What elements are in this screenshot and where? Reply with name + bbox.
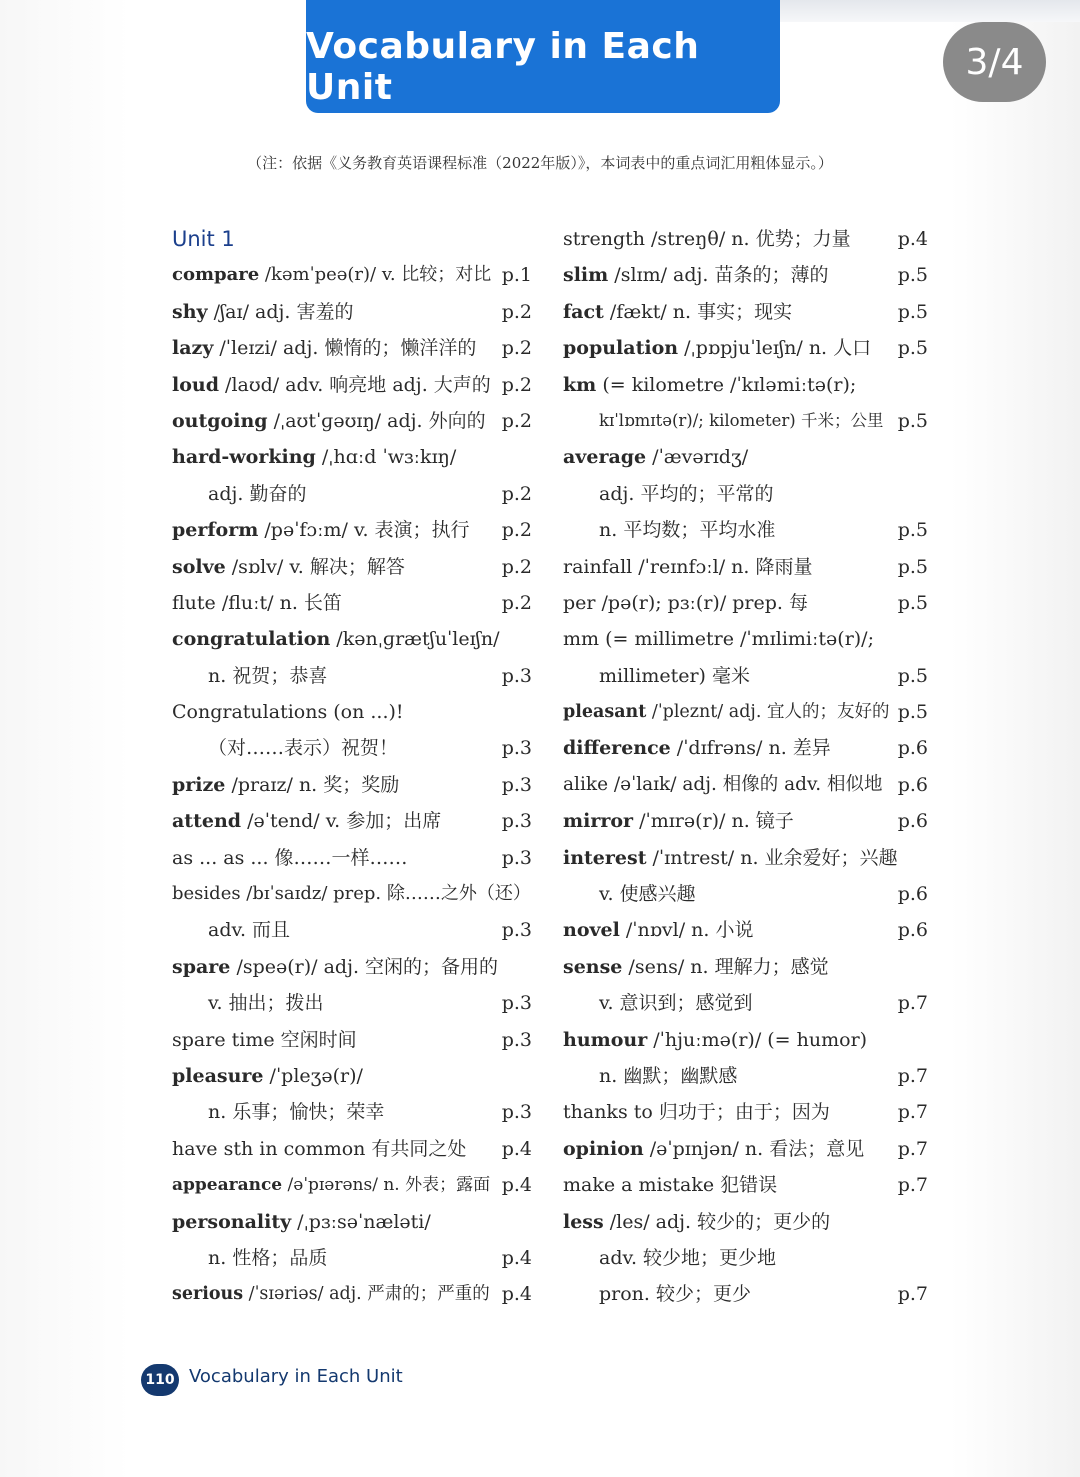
vocab-line	[172, 876, 532, 912]
definition: /ˌhɑːd ˈwɜːkɪŋ/	[315, 446, 457, 469]
headword: fact	[563, 300, 604, 323]
vocab-line	[563, 876, 928, 912]
headword: mirror	[563, 810, 634, 833]
definition: /ˈhjuːmə(r)/ (= humor)	[647, 1028, 868, 1051]
vocab-line	[563, 694, 928, 730]
definition: kɪˈlɒmɪtə(r)/; kilometer) 千米；公里	[599, 410, 884, 430]
definition: /ˌaʊtˈɡəʊɪŋ/ adj. 外向的	[267, 409, 486, 432]
definition: /əˈpɪərəns/ n. 外表；露面	[282, 1175, 491, 1196]
definition: Congratulations (on ...)!	[172, 701, 404, 724]
vocab-entry	[172, 985, 324, 1021]
vocab-entry	[563, 840, 898, 876]
vocab-line	[172, 1058, 532, 1094]
page-reference: p.2	[501, 300, 532, 323]
vocab-line	[563, 294, 928, 330]
headword: average	[563, 446, 647, 469]
page-reference: p.7	[897, 1174, 928, 1197]
vocab-entry	[563, 476, 773, 512]
unit-heading: Unit 1	[172, 227, 235, 251]
vocab-entry	[172, 1276, 490, 1312]
vocab-line	[563, 840, 928, 876]
footer-page-number-text: 110	[145, 1372, 175, 1388]
page-reference: p.5	[897, 264, 928, 287]
definition: have sth in common 有共同之处	[172, 1137, 467, 1160]
definition: besides /bɪˈsaɪdz/ prep. 除……之外（还）	[172, 883, 531, 905]
definition: /ˌpɒpjuˈleɪʃn/ n. 人口	[678, 337, 872, 360]
vocab-line	[172, 403, 532, 439]
vocab-entry	[172, 1204, 431, 1240]
vocab-entry	[563, 1204, 830, 1240]
definition: /əˈtend/ v. 参加；出席	[241, 810, 442, 833]
vocab-entry	[172, 294, 353, 330]
definition: (= kilometre /ˈkɪləmiːtə(r);	[596, 373, 857, 396]
page-indicator-badge[interactable]	[943, 22, 1046, 102]
definition: /ˈdɪfrəns/ n. 差异	[670, 737, 831, 760]
headword: population	[563, 337, 679, 360]
headword: lazy	[172, 337, 214, 360]
vocab-entry	[172, 694, 404, 730]
vocab-entry	[172, 1240, 327, 1276]
vocab-line	[563, 1131, 928, 1167]
vocab-line	[563, 1058, 928, 1094]
definition: /sens/ n. 理解力；感觉	[622, 955, 829, 978]
vocab-entry	[563, 876, 696, 912]
vocab-line	[172, 621, 532, 657]
footer-title: Vocabulary in Each Unit	[189, 1366, 403, 1387]
page-reference: p.5	[897, 701, 928, 724]
vocab-entry	[563, 985, 753, 1021]
headword: attend	[172, 810, 242, 833]
vocab-line	[563, 1276, 928, 1312]
definition: /laʊd/ adv. 响亮地 adj. 大声的	[219, 373, 491, 396]
definition: /ʃaɪ/ adj. 害羞的	[207, 300, 354, 323]
definition: strength /streŋθ/ n. 优势；力量	[563, 228, 851, 250]
headword: hard-working	[172, 446, 316, 469]
vocab-entry	[172, 949, 498, 985]
vocab-entry	[563, 1167, 777, 1203]
vocab-entry	[563, 694, 889, 730]
vocab-line	[563, 1204, 928, 1240]
vocab-entry	[172, 876, 531, 912]
definition: n. 乐事；愉快；荣幸	[208, 1101, 385, 1124]
vocab-entry	[563, 1276, 751, 1312]
definition: per /pə(r); pɜː(r)/ prep. 每	[563, 591, 808, 614]
definition: as ... as ... 像……一样……	[172, 846, 408, 869]
vocab-entry	[563, 767, 883, 803]
vocab-line	[172, 1204, 532, 1240]
definition: /əˈpɪnjən/ n. 看法；意见	[643, 1137, 865, 1160]
vocab-entry	[563, 294, 792, 330]
vocab-line	[172, 439, 532, 475]
page-reference: p.3	[501, 737, 532, 760]
headword: appearance	[172, 1175, 283, 1196]
vocab-line	[172, 767, 532, 803]
definition: adv. 而且	[208, 919, 291, 942]
definition: /praɪz/ n. 奖；奖励	[225, 773, 400, 796]
page-reference: p.6	[897, 883, 928, 906]
vocab-line	[563, 403, 928, 439]
top-edge-strip	[780, 0, 1080, 22]
headword: opinion	[563, 1137, 644, 1160]
page-reference: p.5	[897, 555, 928, 578]
page-reference: p.5	[897, 337, 928, 360]
vocab-entry	[172, 912, 290, 948]
page-reference: p.2	[501, 482, 532, 505]
headword: compare	[172, 264, 260, 286]
vocab-entry	[563, 403, 883, 439]
vocab-line	[172, 985, 532, 1021]
vocab-line	[563, 585, 928, 621]
vocab-line	[563, 257, 928, 293]
vocab-line	[563, 767, 928, 803]
vocab-entry	[563, 257, 829, 293]
page-reference: p.4	[501, 1246, 532, 1269]
vocab-entry	[172, 1094, 384, 1130]
page-reference: p.2	[501, 519, 532, 542]
definition: mm (= millimetre /ˈmɪlimiːtə(r)/;	[563, 628, 874, 651]
page-reference: p.3	[501, 919, 532, 942]
definition: /ˈpleznt/ adj. 宜人的；友好的	[646, 702, 890, 723]
page-reference: p.5	[897, 519, 928, 542]
vocab-line	[563, 658, 928, 694]
headword: shy	[172, 300, 208, 323]
page-reference: p.2	[501, 555, 532, 578]
vocab-line	[172, 294, 532, 330]
definition: n. 幽默；幽默感	[599, 1064, 738, 1087]
footer-page-number	[141, 1364, 179, 1396]
vocab-entry	[172, 476, 306, 512]
vocab-line	[563, 476, 928, 512]
vocab-line	[563, 949, 928, 985]
vocab-line	[172, 1131, 532, 1167]
headword: pleasure	[172, 1064, 264, 1087]
vocab-entry	[563, 221, 851, 257]
vocab-line	[563, 803, 928, 839]
vocab-line	[563, 221, 928, 257]
page-reference: p.3	[501, 992, 532, 1015]
headword: slim	[563, 264, 609, 287]
vocab-entry	[563, 585, 808, 621]
page-title: Vocabulary in Each Unit	[306, 25, 700, 108]
vocab-entry	[172, 439, 456, 475]
vocab-line	[172, 803, 532, 839]
vocab-line	[172, 585, 532, 621]
vocab-entry	[172, 621, 499, 657]
definition: /slɪm/ adj. 苗条的；薄的	[608, 264, 829, 287]
definition: /kəmˈpeə(r)/ v. 比较；对比	[259, 264, 492, 286]
definition: v. 意识到；感觉到	[599, 992, 753, 1015]
vocab-entry	[172, 803, 441, 839]
vocab-entry	[563, 1131, 864, 1167]
headword: pleasant	[563, 702, 647, 723]
definition: /pəˈfɔːm/ v. 表演；执行	[258, 519, 470, 542]
definition: v. 使感兴趣	[599, 883, 696, 906]
vocab-entry	[172, 330, 476, 366]
vocab-line	[172, 549, 532, 585]
headword: congratulation	[172, 628, 331, 651]
vocab-line	[563, 1094, 928, 1130]
vocab-line	[172, 912, 532, 948]
vocab-line	[172, 694, 532, 730]
page-title-banner	[306, 0, 780, 113]
vocab-line	[172, 1167, 532, 1203]
vocab-line	[563, 512, 928, 548]
vocab-entry	[563, 949, 829, 985]
vocab-entry	[563, 512, 775, 548]
definition: /ˈævərɪdʒ/	[646, 446, 749, 469]
page-reference: p.5	[897, 300, 928, 323]
definition: /sɒlv/ v. 解决；解答	[225, 555, 405, 578]
definition: /ˌpɜːsəˈnæləti/	[291, 1210, 431, 1233]
vocab-entry	[563, 730, 831, 766]
headword: solve	[172, 555, 226, 578]
vocab-line	[172, 840, 532, 876]
vocab-line	[563, 621, 928, 657]
headword: serious	[172, 1284, 244, 1305]
definition: adv. 较少地；更少地	[599, 1246, 777, 1269]
definition: thanks to 归功于；由于；因为	[563, 1101, 830, 1124]
page-reference: p.3	[501, 810, 532, 833]
definition: n. 平均数；平均水准	[599, 519, 776, 542]
definition: adj. 勤奋的	[208, 482, 307, 505]
headword: loud	[172, 373, 219, 396]
headword: spare	[172, 955, 231, 978]
headword: perform	[172, 519, 259, 542]
definition: n. 性格；品质	[208, 1246, 328, 1269]
definition: /speə(r)/ adj. 空闲的；备用的	[230, 955, 499, 978]
vocab-entry	[563, 330, 871, 366]
vocab-entry	[563, 621, 874, 657]
vocab-entry	[563, 658, 750, 694]
definition: alike /əˈlaɪk/ adj. 相像的 adv. 相似地	[563, 773, 883, 795]
vocab-line	[563, 1022, 928, 1058]
vocab-entry	[172, 403, 486, 439]
page-reference: p.6	[897, 810, 928, 833]
definition: /ˈpleʒə(r)/	[263, 1064, 363, 1087]
page-reference: p.7	[897, 1283, 928, 1306]
vocab-entry	[563, 912, 753, 948]
page-reference: p.7	[897, 992, 928, 1015]
definition: pron. 较少；更少	[599, 1283, 752, 1306]
page-reference: p.3	[501, 1028, 532, 1051]
headword: interest	[563, 846, 647, 869]
vocab-line	[563, 1167, 928, 1203]
page-indicator-text: 3/4	[965, 41, 1024, 83]
vocab-line	[172, 949, 532, 985]
definition: /fækt/ n. 事实；现实	[603, 300, 793, 323]
vocab-entry	[563, 803, 794, 839]
page-reference: p.2	[501, 409, 532, 432]
vocab-entry	[172, 257, 491, 293]
vocab-entry	[172, 658, 327, 694]
page-reference: p.3	[501, 1101, 532, 1124]
right-column	[563, 221, 928, 1313]
page-reference: p.6	[897, 773, 928, 796]
headword: novel	[563, 919, 620, 942]
page-reference: p.3	[501, 846, 532, 869]
vocab-line	[563, 439, 928, 475]
definition: flute /fluːt/ n. 长笛	[172, 591, 342, 614]
vocab-line	[172, 367, 532, 403]
vocab-entry	[563, 1094, 830, 1130]
headword: humour	[563, 1028, 648, 1051]
vocab-line	[172, 730, 532, 766]
vocab-line	[563, 367, 928, 403]
definition: n. 祝贺；恭喜	[208, 664, 328, 687]
vocab-line	[563, 330, 928, 366]
page-reference: p.7	[897, 1137, 928, 1160]
left-column	[172, 221, 532, 1313]
headword: personality	[172, 1210, 292, 1233]
vocab-entry	[563, 549, 812, 585]
definition: millimeter) 毫米	[599, 664, 750, 687]
page-reference: p.5	[897, 591, 928, 614]
definition: rainfall /ˈreɪnfɔːl/ n. 降雨量	[563, 555, 813, 578]
vocab-line	[172, 476, 532, 512]
page-reference: p.4	[897, 228, 928, 250]
vocab-entry	[172, 585, 342, 621]
vocab-entry	[172, 767, 399, 803]
vocab-entry	[172, 549, 405, 585]
headword: km	[563, 373, 597, 396]
page-reference: p.2	[501, 373, 532, 396]
headword: less	[563, 1210, 604, 1233]
headword: prize	[172, 773, 226, 796]
page-reference: p.4	[501, 1283, 532, 1306]
vocab-entry	[172, 730, 398, 766]
definition: /ˈsɪəriəs/ adj. 严肃的；严重的	[243, 1284, 490, 1305]
page-reference: p.1	[501, 264, 532, 287]
vocab-line	[563, 985, 928, 1021]
vocab-line	[172, 1094, 532, 1130]
headword: outgoing	[172, 409, 268, 432]
headword: sense	[563, 955, 623, 978]
page-reference: p.2	[501, 591, 532, 614]
page-reference: p.7	[897, 1064, 928, 1087]
vocab-line	[172, 257, 532, 293]
headword: difference	[563, 737, 671, 760]
page-reference: p.7	[897, 1101, 928, 1124]
vocab-entry	[172, 367, 491, 403]
vocab-line	[563, 912, 928, 948]
vocab-entry	[172, 1022, 357, 1058]
vocab-line	[563, 549, 928, 585]
page-reference: p.3	[501, 664, 532, 687]
vocab-entry	[172, 840, 408, 876]
vocab-line	[172, 512, 532, 548]
vocab-line	[172, 1022, 532, 1058]
definition: /ˈleɪzi/ adj. 懒惰的；懒洋洋的	[213, 337, 477, 360]
definition: /kənˌɡrætʃuˈleɪʃn/	[330, 628, 500, 651]
page-reference: p.5	[897, 409, 928, 432]
vocab-line	[172, 221, 532, 257]
definition: make a mistake 犯错误	[563, 1174, 778, 1197]
vocab-line	[172, 658, 532, 694]
vocab-entry	[563, 1058, 737, 1094]
page-reference: p.6	[897, 919, 928, 942]
page-reference: p.4	[501, 1137, 532, 1160]
vocab-entry	[172, 1131, 466, 1167]
vocab-line	[563, 730, 928, 766]
note-line: （注：依据《义务教育英语课程标准（2022年版）》，本词表中的重点词汇用粗体显示。）	[247, 154, 833, 172]
definition: /les/ adj. 较少的；更少的	[603, 1210, 831, 1233]
page-reference: p.2	[501, 337, 532, 360]
vocab-entry	[563, 367, 856, 403]
vocab-line	[172, 1276, 532, 1312]
page-reference: p.4	[501, 1174, 532, 1197]
vocab-entry	[172, 221, 235, 257]
definition: /ˈɪntrest/ n. 业余爱好；兴趣	[646, 846, 898, 869]
definition: （对……表示）祝贺！	[208, 737, 399, 760]
definition: /ˈmɪrə(r)/ n. 镜子	[633, 810, 794, 833]
vocab-line	[172, 1240, 532, 1276]
definition: adj. 平均的；平常的	[599, 482, 774, 505]
vocab-entry	[563, 1240, 776, 1276]
page-reference: p.6	[897, 737, 928, 760]
definition: /ˈnɒvl/ n. 小说	[619, 919, 754, 942]
vocab-line	[563, 1240, 928, 1276]
vocab-entry	[172, 1167, 490, 1203]
vocab-entry	[172, 1058, 363, 1094]
definition: spare time 空闲时间	[172, 1028, 357, 1051]
vocab-entry	[563, 439, 748, 475]
page-reference: p.5	[897, 664, 928, 687]
page-reference: p.3	[501, 773, 532, 796]
definition: v. 抽出；拨出	[208, 992, 324, 1015]
vocab-line	[172, 330, 532, 366]
vocab-entry	[563, 1022, 867, 1058]
vocab-entry	[172, 512, 470, 548]
